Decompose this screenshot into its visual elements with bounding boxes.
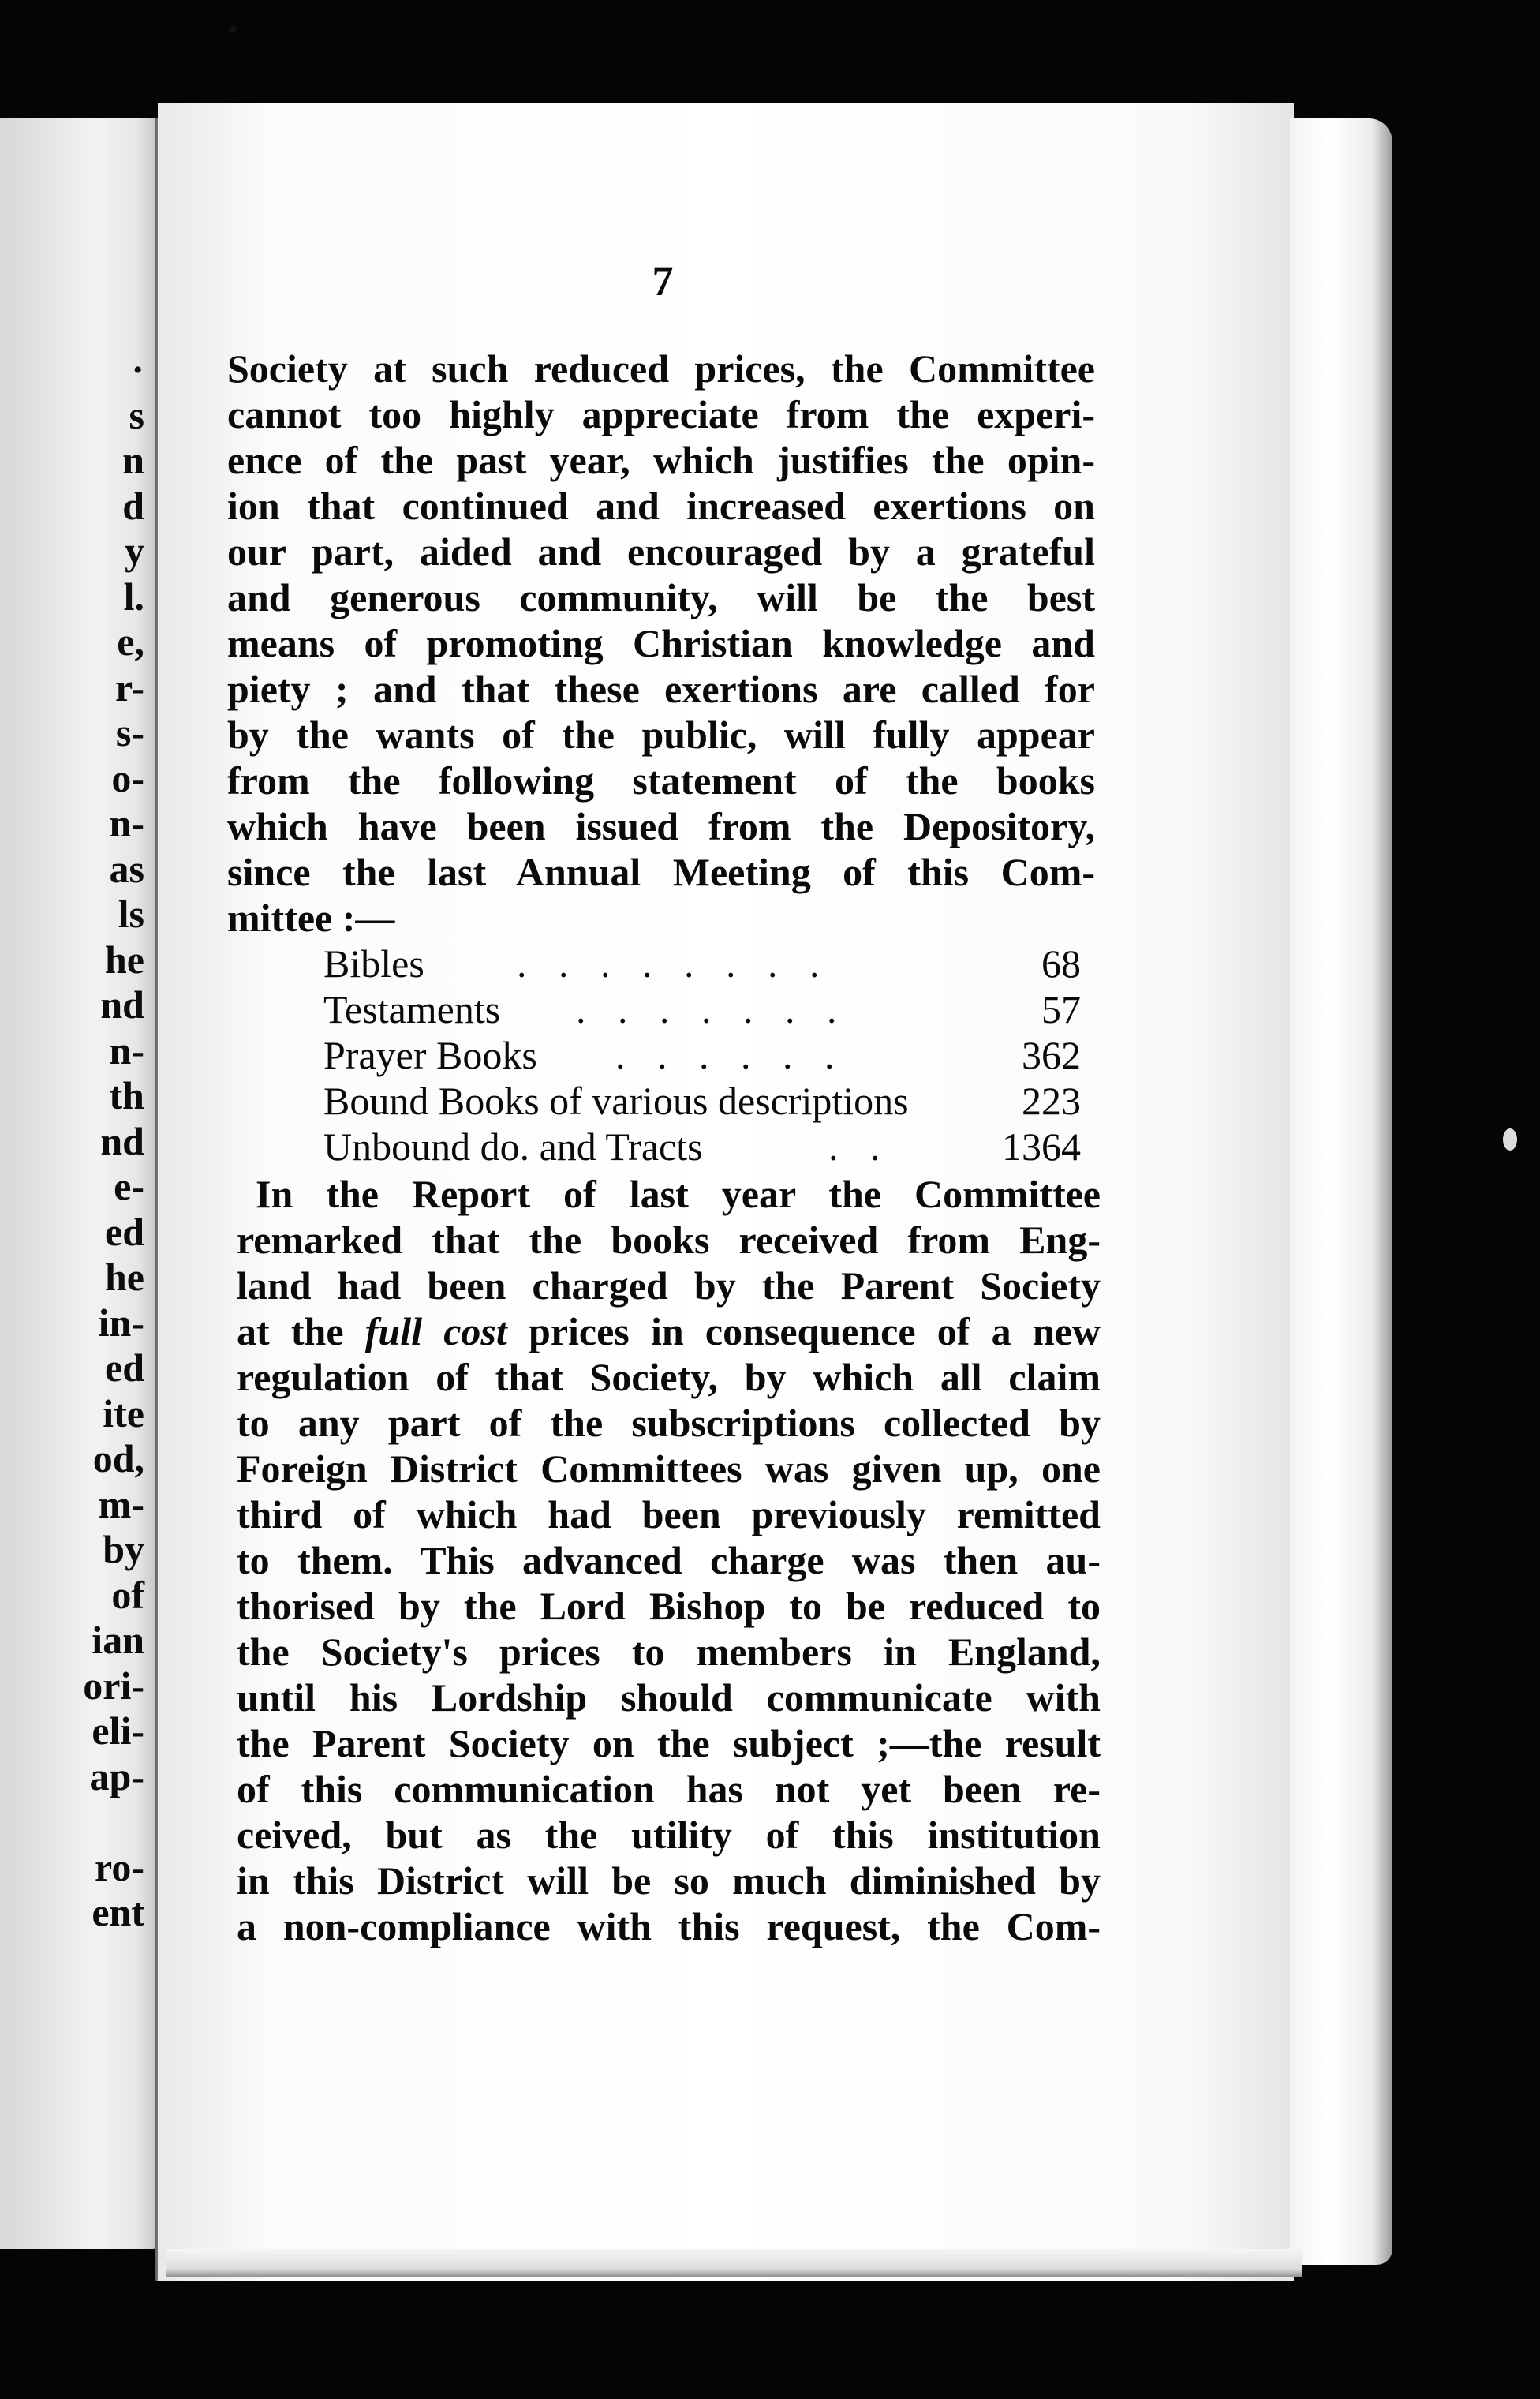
left-page-fragment: e,: [117, 619, 144, 664]
text-segment: at the: [237, 1309, 365, 1353]
book-name: Testaments: [323, 987, 501, 1031]
text-line: remarked that the books received from Eng-: [237, 1218, 1101, 1262]
left-page-fragment: od,: [92, 1436, 144, 1480]
text-line: to them. This advanced charge was then au-: [237, 1538, 1101, 1582]
left-page-fragment: n-: [109, 1027, 144, 1072]
left-page-fragment: r-: [115, 664, 144, 709]
left-page-fragment: ap-: [89, 1753, 144, 1798]
paragraph-2: [237, 1171, 1101, 1949]
left-page-fragment: d: [122, 483, 144, 528]
book-count: 223: [1022, 1079, 1081, 1123]
text-line: land had been charged by the Parent Society: [237, 1263, 1101, 1308]
text-line: [237, 1308, 1101, 1354]
leader-dots: . .: [828, 1125, 891, 1169]
text-line: Society at such reduced prices, the Committee: [227, 346, 1095, 391]
leader-dots: . . . . . . . .: [517, 941, 831, 986]
left-page-fragment: ent: [92, 1890, 144, 1934]
books-issued-list: [323, 941, 1081, 1170]
left-page-fragment: o-: [111, 755, 144, 800]
text-line: mittee :—: [227, 896, 395, 940]
text-line: until his Lordship should communicate with: [237, 1675, 1101, 1720]
text-line: by the wants of the public, will fully appear: [227, 713, 1095, 757]
left-page-fragment: nd: [100, 1118, 144, 1163]
left-page-fragment: ori-: [83, 1663, 144, 1708]
text-line: piety ; and that these exertions are called for: [227, 667, 1095, 711]
leader-dots: . . . . . . .: [576, 987, 848, 1031]
left-page-fragment: ls: [118, 892, 144, 936]
left-page-fragment: ro-: [95, 1844, 144, 1889]
text-line: In the Report of last year the Committee: [256, 1172, 1101, 1216]
book-count: 362: [1022, 1033, 1081, 1077]
scan-speck: [229, 25, 237, 33]
left-page-fragment: ed: [105, 1345, 144, 1390]
left-page-fragment: ite: [103, 1390, 144, 1435]
text-line: cannot too highly appreciate from the experi-: [227, 392, 1095, 436]
text-line: which have been issued from the Depository,: [227, 804, 1095, 848]
page-bottom-edge: [166, 2249, 1302, 2277]
emphasis-full-cost: full cost: [364, 1309, 507, 1353]
book-row-bibles: [323, 941, 1081, 986]
book-count: 57: [1041, 987, 1081, 1031]
left-page: [0, 118, 162, 2249]
text-line: the Society's prices to members in England,: [237, 1630, 1101, 1674]
left-page-fragment: s: [129, 392, 144, 437]
left-page-fragment: y: [125, 529, 144, 573]
book-row-prayer-books: [323, 1032, 1081, 1078]
book-count: 68: [1041, 941, 1081, 986]
left-page-fragment: ed: [105, 1209, 144, 1254]
text-line: ceived, but as the utility of this institution: [237, 1813, 1101, 1857]
left-page-fragment: e-: [114, 1164, 144, 1208]
text-segment: prices in consequence of a new: [506, 1309, 1101, 1353]
text-line: ence of the past year, which justifies the opin-: [227, 438, 1095, 482]
book-row-unbound: [323, 1124, 1081, 1170]
left-page-fragment: eli-: [92, 1708, 144, 1753]
text-line: and generous community, will be the best: [227, 575, 1095, 619]
left-page-fragment: m-: [98, 1481, 144, 1526]
text-line: to any part of the subscriptions collected by: [237, 1401, 1101, 1445]
left-page-fragment: in-: [98, 1300, 144, 1345]
book-name: Bibles: [323, 941, 424, 986]
text-line: the Parent Society on the subject ;—the result: [237, 1721, 1101, 1765]
left-page-fragment: l.: [123, 574, 144, 619]
text-line: ion that continued and increased exertions on: [227, 484, 1095, 528]
left-page-fragment: of: [111, 1572, 144, 1617]
text-line: thorised by the Lord Bishop to be reduced to: [237, 1584, 1101, 1628]
paragraph-1: [227, 346, 1095, 941]
book-name: Unbound do. and Tracts: [323, 1125, 703, 1169]
leader-dots: . . . . . .: [615, 1033, 846, 1077]
text-line: third of which had been previously remitted: [237, 1492, 1101, 1536]
text-line: means of promoting Christian knowledge and: [227, 621, 1095, 665]
book-count: 1364: [1002, 1125, 1081, 1169]
left-page-fragment: he: [105, 1255, 144, 1299]
left-page-fragment: n-: [109, 801, 144, 845]
text-line: a non-compliance with this request, the Com-: [237, 1904, 1101, 1948]
book-name: Bound Books of various descriptions: [323, 1079, 909, 1123]
text-line: of this communication has not yet been re-: [237, 1767, 1101, 1811]
book-row-bound-books: [323, 1078, 1081, 1124]
book-row-testaments: [323, 986, 1081, 1032]
left-page-fragment: by: [103, 1527, 144, 1571]
page-stack-edge: [1290, 118, 1392, 2265]
book-name: Prayer Books: [323, 1033, 537, 1077]
text-line: in this District will be so much diminished by: [237, 1858, 1101, 1903]
left-page-fragment: nd: [100, 982, 144, 1027]
left-page-fragment: ian: [92, 1618, 144, 1662]
left-page-fragment: ·: [131, 347, 144, 391]
text-line: our part, aided and encouraged by a grateful: [227, 530, 1095, 574]
left-page-fragment: he: [105, 937, 144, 982]
page-number: 7: [652, 257, 674, 305]
text-line: from the following statement of the books: [227, 758, 1095, 803]
text-line: regulation of that Society, by which all claim: [237, 1355, 1101, 1399]
left-page-fragment: th: [109, 1073, 144, 1117]
left-page-fragment: n: [122, 438, 144, 482]
text-line: since the last Annual Meeting of this Com-: [227, 850, 1095, 894]
scan-speck: [1503, 1128, 1517, 1151]
left-page-fragment: s-: [115, 710, 144, 754]
left-page-fragment: as: [109, 846, 144, 891]
text-line: Foreign District Committees was given up, one: [237, 1447, 1101, 1491]
